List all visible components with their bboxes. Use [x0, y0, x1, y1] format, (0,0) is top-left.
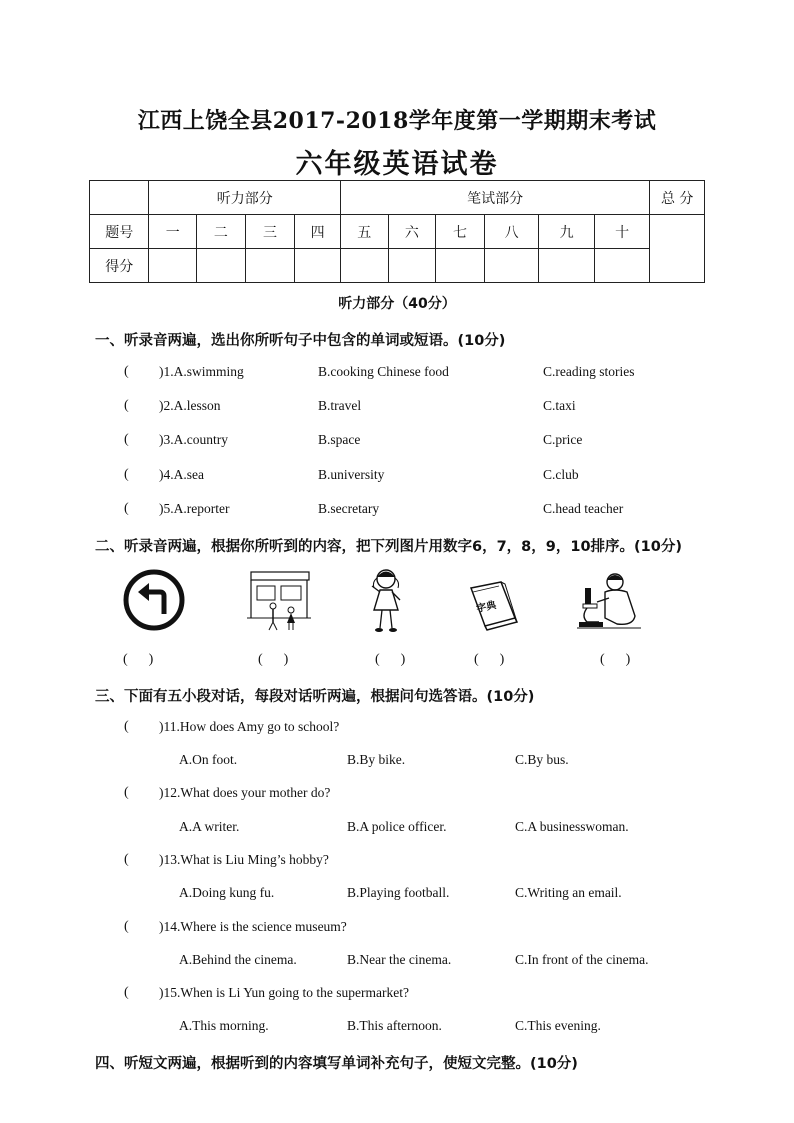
score-table: [89, 180, 705, 283]
question-choice-c: C.taxi: [543, 398, 576, 413]
question-number-label: 题号: [90, 215, 149, 249]
option-b: B.Playing football.: [347, 885, 450, 900]
score-cell[interactable]: [484, 249, 539, 283]
option-a: A.On foot.: [179, 752, 238, 767]
section2-title: 二、听录音两遍，根据你所听到的内容，把下列图片用数字6，7，8，9，10排序。(10分): [95, 539, 682, 555]
option-a: A.This morning.: [179, 1018, 269, 1033]
question-choice-c: C.reading stories: [543, 364, 635, 379]
answer-blank[interactable]: ( ): [123, 652, 154, 667]
turn-left-sign-icon: [122, 568, 186, 632]
dictionary-picture: [465, 578, 521, 632]
question-choice-a: )1.A.swimming: [159, 364, 244, 379]
dialog-question: )13.What is Liu Ming’s hobby?: [159, 852, 329, 867]
answer-paren[interactable]: (: [124, 919, 129, 934]
question-number: 十: [594, 215, 650, 249]
question-number: 三: [245, 215, 295, 249]
section1-title: 一、听录音两遍，选出你所听句子中包含的单词或短语。(10分): [95, 333, 506, 349]
answer-blank[interactable]: ( ): [600, 652, 631, 667]
score-table-corner: [90, 181, 149, 215]
girl-icon: [364, 566, 408, 636]
option-c: C.This evening.: [515, 1018, 601, 1033]
dialog-question: )12.What does your mother do?: [159, 785, 331, 800]
question-number: 七: [436, 215, 485, 249]
question-choice-b: B.travel: [318, 398, 362, 413]
score-cell[interactable]: [436, 249, 485, 283]
answer-blank[interactable]: ( ): [258, 652, 289, 667]
question-number: 一: [149, 215, 197, 249]
answer-blank[interactable]: ( ): [375, 652, 406, 667]
total-score-cell[interactable]: [650, 215, 705, 283]
option-b: B.This afternoon.: [347, 1018, 442, 1033]
score-cell[interactable]: [149, 249, 197, 283]
answer-paren[interactable]: (: [124, 719, 129, 734]
dialog-question: )15.When is Li Yun going to the supermarket?: [159, 985, 409, 1000]
score-cell[interactable]: [245, 249, 295, 283]
dictionary-label: 字典: [475, 599, 498, 615]
score-cell[interactable]: [197, 249, 246, 283]
question-number: 八: [484, 215, 539, 249]
answer-paren[interactable]: (: [124, 398, 129, 413]
option-b: B.A police officer.: [347, 819, 447, 834]
question-choice-c: C.head teacher: [543, 501, 624, 516]
answer-paren[interactable]: (: [124, 467, 129, 482]
section4-title: 四、听短文两遍，根据听到的内容填写单词补充句子，使短文完整。(10分): [95, 1056, 578, 1072]
question-choice-c: C.club: [543, 467, 579, 482]
answer-paren[interactable]: (: [124, 432, 129, 447]
question-choice-b: B.cooking Chinese food: [318, 364, 449, 379]
scientist-microscope-icon: [575, 568, 643, 634]
question-choice-a: )4.A.sea: [159, 467, 204, 482]
writing-part-header: 笔试部分: [340, 181, 649, 215]
question-number: 五: [340, 215, 388, 249]
answer-paren[interactable]: (: [124, 785, 129, 800]
option-c: C.In front of the cinema.: [515, 952, 649, 967]
dialog-question: )11.How does Amy go to school?: [159, 719, 340, 734]
option-b: B.By bike.: [347, 752, 406, 767]
score-label: 得分: [90, 249, 149, 283]
option-a: A.Doing kung fu.: [179, 885, 275, 900]
answer-paren[interactable]: (: [124, 501, 129, 516]
listening-part-header: 听力部分: [149, 181, 340, 215]
answer-paren[interactable]: (: [124, 364, 129, 379]
score-cell[interactable]: [295, 249, 341, 283]
question-choice-c: C.price: [543, 432, 583, 447]
option-c: C.Writing an email.: [515, 885, 622, 900]
score-cell[interactable]: [594, 249, 650, 283]
question-number: 九: [539, 215, 595, 249]
answer-paren[interactable]: (: [124, 852, 129, 867]
option-b: B.Near the cinema.: [347, 952, 452, 967]
question-choice-b: B.secretary: [318, 501, 380, 516]
option-c: C.A businesswoman.: [515, 819, 629, 834]
option-c: C.By bus.: [515, 752, 569, 767]
exam-subtitle: 六年级英语试卷: [295, 149, 499, 180]
street-scene-icon: [245, 568, 313, 634]
dialog-question: )14.Where is the science museum?: [159, 919, 347, 934]
question-number: 六: [388, 215, 436, 249]
question-choice-b: B.space: [318, 432, 361, 447]
answer-paren[interactable]: (: [124, 985, 129, 1000]
question-choice-a: )3.A.country: [159, 432, 228, 447]
option-a: A.A writer.: [179, 819, 240, 834]
question-number: 四: [295, 215, 341, 249]
exam-title: 江西上饶全县2017-2018学年度第一学期期末考试: [137, 108, 657, 134]
score-cell[interactable]: [388, 249, 436, 283]
question-choice-a: )5.A.reporter: [159, 501, 230, 516]
score-cell[interactable]: [340, 249, 388, 283]
question-choice-b: B.university: [318, 467, 385, 482]
question-choice-a: )2.A.lesson: [159, 398, 221, 413]
score-cell[interactable]: [539, 249, 595, 283]
listening-section-header: 听力部分（40分）: [338, 296, 456, 312]
section3-title: 三、下面有五小段对话，每段对话听两遍，根据问句选答语。(10分): [95, 689, 535, 705]
total-header: 总 分: [650, 181, 705, 215]
question-number: 二: [197, 215, 246, 249]
option-a: A.Behind the cinema.: [179, 952, 297, 967]
answer-blank[interactable]: ( ): [474, 652, 505, 667]
